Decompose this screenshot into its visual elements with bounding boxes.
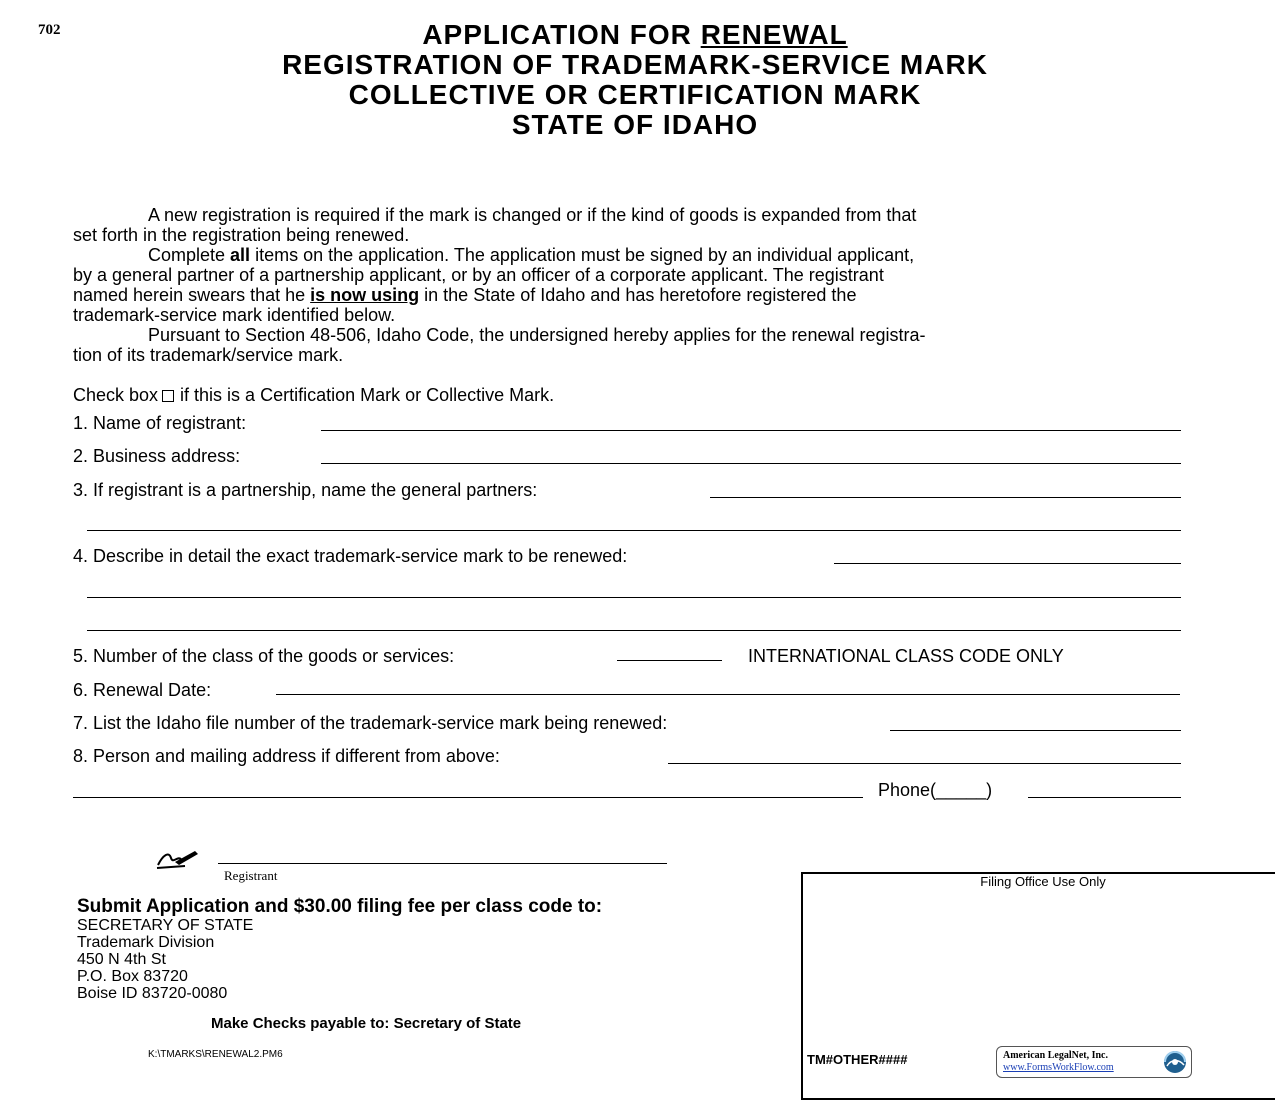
intro-p1-line2: set forth in the registration being renewed. xyxy=(73,225,410,245)
class-number-field[interactable] xyxy=(617,660,722,661)
address-line: P.O. Box 83720 xyxy=(77,968,188,985)
title-renewal: RENEWAL xyxy=(700,19,848,50)
form-number: 702 xyxy=(38,22,61,38)
item-7-label: 7. List the Idaho file number of the trademark-service mark being renewed: xyxy=(73,713,668,733)
item-6-label: 6. Renewal Date: xyxy=(73,680,212,700)
intro-p2-line3: named herein swears that he is now using in the State of Idaho and has heretofore registered the xyxy=(73,285,857,305)
logo-company-name: American LegalNet, Inc. xyxy=(1003,1050,1108,1061)
item-2-label: 2. Business address: xyxy=(73,446,241,466)
address-line: Boise ID 83720-0080 xyxy=(77,985,228,1002)
checks-payable-note: Make Checks payable to: Secretary of State xyxy=(211,1015,522,1032)
international-class-note: INTERNATIONAL CLASS CODE ONLY xyxy=(748,646,1064,666)
title-line-2: REGISTRATION OF TRADEMARK-SERVICE MARK xyxy=(282,49,988,80)
intro-p3-line1: Pursuant to Section 48-506, Idaho Code, the undersigned hereby applies for the renewal registra- xyxy=(148,325,926,345)
title-line-4: STATE OF IDAHO xyxy=(511,109,759,140)
phone-field[interactable] xyxy=(1028,797,1181,798)
signature-pen-icon xyxy=(155,845,201,871)
title-line-3: COLLECTIVE OR CERTIFICATION MARK xyxy=(348,79,922,110)
intro-p2-line2: by a general partner of a partnership applicant, or by an officer of a corporate applicant. The registrant xyxy=(73,265,884,285)
renewal-date-field[interactable] xyxy=(276,694,1180,695)
registrant-label: Registrant xyxy=(224,868,278,883)
item-1-label: 1. Name of registrant: xyxy=(73,413,247,433)
filing-office-box xyxy=(801,872,1275,1100)
item-8-label: 8. Person and mailing address if different from above: xyxy=(73,746,500,766)
mailing-address-field[interactable] xyxy=(668,763,1181,764)
mark-description-field[interactable] xyxy=(834,563,1181,564)
phone-label: Phone(_____) xyxy=(878,780,993,800)
item-3-label: 3. If registrant is a partnership, name the general partners: xyxy=(73,480,538,500)
item-5-label: 5. Number of the class of the goods or services: xyxy=(73,646,455,666)
submit-heading: Submit Application and $30.00 filing fee per class code to: xyxy=(77,896,603,917)
filing-office-title: Filing Office Use Only xyxy=(980,874,1106,889)
idaho-file-number-field[interactable] xyxy=(890,730,1181,731)
american-legalnet-logo[interactable] xyxy=(996,1046,1192,1078)
address-line: 450 N 4th St xyxy=(77,951,166,968)
registrant-signature-field[interactable] xyxy=(218,863,667,864)
address-line: Trademark Division xyxy=(77,934,215,951)
certification-mark-checkbox[interactable] xyxy=(162,390,174,402)
item-4-label: 4. Describe in detail the exact trademark-service mark to be renewed: xyxy=(73,546,628,566)
business-address-field[interactable] xyxy=(321,463,1181,464)
check-box-line: Check box if this is a Certification Mark or Collective Mark. xyxy=(73,385,555,405)
intro-p1-line1: A new registration is required if the mark is changed or if the kind of goods is expanded from that xyxy=(148,205,917,225)
logo-url-link[interactable]: www.FormsWorkFlow.com xyxy=(1003,1062,1114,1073)
mailing-address-field-line-2[interactable] xyxy=(73,797,863,798)
title-line-1: APPLICATION FOR RENEWAL xyxy=(422,19,848,50)
mark-description-field-line-2[interactable] xyxy=(87,597,1181,598)
intro-p2-line4: trademark-service mark identified below. xyxy=(73,305,396,325)
registrant-name-field[interactable] xyxy=(321,430,1181,431)
file-reference: K:\TMARKS\RENEWAL2.PM6 xyxy=(148,1049,283,1060)
mark-description-field-line-3[interactable] xyxy=(87,630,1181,631)
globe-icon xyxy=(1153,1049,1189,1075)
general-partners-field-line-2[interactable] xyxy=(87,530,1181,531)
intro-p2-line1: Complete all items on the application. The application must be signed by an individual applicant, xyxy=(148,245,915,265)
tm-code: TM#OTHER#### xyxy=(807,1052,908,1067)
address-line: SECRETARY OF STATE xyxy=(77,917,254,934)
intro-p3-line2: tion of its trademark/service mark. xyxy=(73,345,344,365)
general-partners-field[interactable] xyxy=(710,497,1181,498)
